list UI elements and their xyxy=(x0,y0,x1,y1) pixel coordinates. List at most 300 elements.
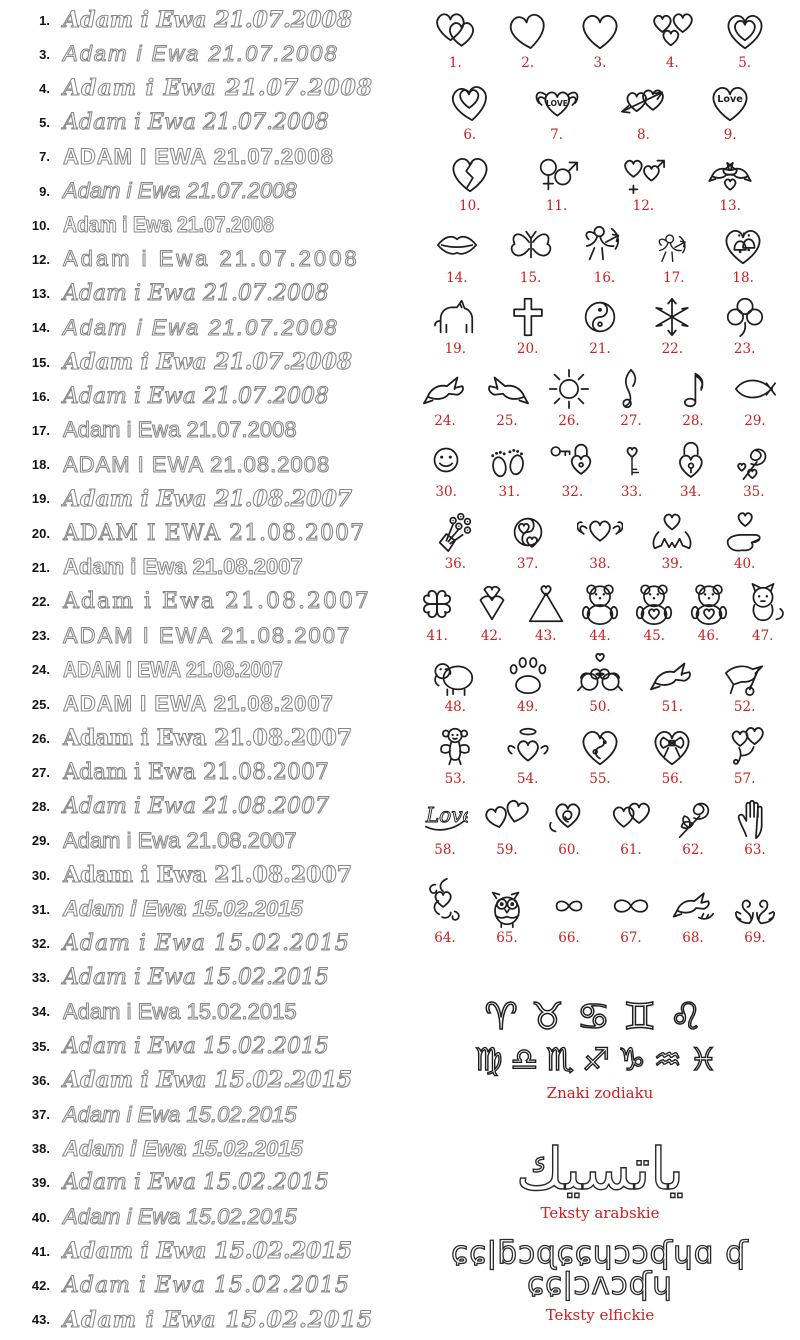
symbol-cell xyxy=(732,883,778,946)
font-sample-text: Adam i Ewa 21.07.2008 xyxy=(63,75,374,102)
symbol-cell xyxy=(484,795,530,858)
symbol-number: 29. xyxy=(744,412,766,429)
elvish-label: Teksty elfickie xyxy=(545,1306,655,1324)
symbol-cell xyxy=(722,652,768,715)
font-sample-row xyxy=(0,451,400,479)
symbol-cell xyxy=(577,724,623,787)
symbol-number: 5. xyxy=(738,55,752,71)
font-sample-number: 43. xyxy=(31,1312,50,1328)
symbol-number: 19. xyxy=(444,341,467,358)
symbol-cell xyxy=(432,509,478,572)
font-sample-number: 14. xyxy=(31,320,50,336)
zodiac-sign-icon: ♈ xyxy=(484,995,531,1038)
symbol-cell xyxy=(649,724,695,787)
teddy-bear-icon xyxy=(577,581,623,627)
linked-hearts-icon xyxy=(608,795,654,841)
gender-symbols-icon xyxy=(534,151,580,197)
symbol-number: 69. xyxy=(744,929,766,946)
symbol-number: 55. xyxy=(589,770,611,787)
symbol-number: 20. xyxy=(516,341,539,358)
symbol-cell xyxy=(577,8,623,71)
symbol-number: 6. xyxy=(463,126,477,143)
font-sample-number: 22. xyxy=(31,593,50,609)
symbol-number: 39. xyxy=(661,556,684,573)
font-sample-row xyxy=(0,40,400,68)
symbol-number: 13. xyxy=(719,198,741,215)
symbol-row xyxy=(406,867,794,946)
font-sample-row xyxy=(0,827,400,855)
horse-icon xyxy=(432,294,478,340)
font-sample-text: Adam i Ewa 21.08.2007 xyxy=(63,759,329,785)
font-sample-text: Adam i Ewa 15.02.2015 xyxy=(63,1238,353,1265)
symbol-number: 52. xyxy=(733,699,756,716)
symbol-cell xyxy=(434,223,480,286)
zodiac-label: Znaki zodiaku xyxy=(546,1084,654,1102)
font-sample-text: Adam i Ewa 21.07.2008 xyxy=(63,7,353,33)
swirl-heart-icon xyxy=(546,795,592,841)
font-sample-text: Adam i Ewa 21.07.2008 xyxy=(63,349,353,376)
symbol-number: 35. xyxy=(743,484,765,501)
symbol-cell xyxy=(655,232,692,286)
symbol-cell xyxy=(670,366,716,429)
symbol-cell xyxy=(686,581,732,644)
font-sample-number: 10. xyxy=(31,217,50,233)
symbol-number: 15. xyxy=(519,269,542,286)
font-sample-row xyxy=(0,211,400,239)
symbol-cell xyxy=(649,8,695,71)
rose-icon xyxy=(670,795,716,841)
font-sample-number: 12. xyxy=(31,251,50,267)
symbol-number: 48. xyxy=(444,699,467,716)
font-sample-row xyxy=(0,895,400,923)
symbol-cell xyxy=(577,509,623,572)
font-sample-row xyxy=(0,74,400,102)
stork-with-bundle-icon xyxy=(722,652,768,698)
font-sample-number: 21. xyxy=(31,559,50,575)
symbol-number: 26. xyxy=(558,412,580,429)
font-sample-number: 34. xyxy=(31,1004,50,1020)
zodiac-sign-icon: ♉ xyxy=(530,995,577,1038)
font-sample-number: 32. xyxy=(31,935,50,951)
symbol-cell xyxy=(508,223,554,286)
font-sample-number: 18. xyxy=(31,457,50,473)
heart-love-text-icon xyxy=(707,80,753,126)
heart-padlock-icon xyxy=(668,437,714,483)
symbol-number: 27. xyxy=(620,412,642,429)
font-sample-number: 1. xyxy=(39,12,50,28)
overlapping-hearts-icon xyxy=(432,8,478,54)
symbol-cell xyxy=(432,8,478,71)
font-sample-text: Adam i Ewa 15.02.2015 xyxy=(63,1135,303,1161)
symbol-number: 66. xyxy=(558,929,580,946)
symbol-cell xyxy=(722,8,768,71)
symbol-number: 21. xyxy=(589,341,611,358)
triangle-heart-icon xyxy=(523,581,569,627)
hearts-gender-icon xyxy=(620,151,666,197)
zodiac-sign-icon: ♏ xyxy=(546,1042,583,1078)
font-sample-row xyxy=(0,622,400,650)
font-sample-row xyxy=(0,1101,400,1129)
treble-clef-icon xyxy=(608,366,654,412)
font-sample-number: 17. xyxy=(31,422,50,438)
lips-icon xyxy=(434,223,480,269)
symbol-row xyxy=(406,366,794,429)
symbol-cell xyxy=(505,8,551,71)
symbol-number: 28. xyxy=(682,412,704,429)
font-sample-row xyxy=(0,1066,400,1094)
symbol-number: 68. xyxy=(682,929,704,946)
symbol-row xyxy=(406,724,794,787)
rose-hearts-icon xyxy=(731,437,777,483)
font-sample-number: 13. xyxy=(31,286,50,302)
infinity-hearts-icon xyxy=(608,883,654,929)
symbol-cell xyxy=(722,509,768,572)
font-sample-text: Adam i Ewa 15.02.2015 xyxy=(63,896,303,922)
symbol-row xyxy=(406,151,794,214)
font-sample-text: ADAM I EWA 21.08.2007 xyxy=(63,656,283,682)
font-sample-row xyxy=(0,280,400,308)
symbol-number: 53. xyxy=(444,770,467,787)
font-sample-row xyxy=(0,143,400,171)
zodiac-sign-icon: ♍ xyxy=(474,1042,511,1078)
symbol-number: 61. xyxy=(620,842,642,859)
symbol-cell xyxy=(649,652,695,715)
font-sample-text: Adam i Ewa 15.02.2015 xyxy=(63,1306,374,1333)
heart-vine-icon xyxy=(422,867,468,929)
zodiac-row-1 xyxy=(400,995,800,1038)
lovebirds-heart-icon xyxy=(577,652,623,698)
symbol-row xyxy=(406,294,794,357)
symbol-cell xyxy=(546,366,592,429)
zodiac-sign-icon: ♌ xyxy=(669,995,716,1038)
font-sample-number: 20. xyxy=(31,525,50,541)
symbol-number: 22. xyxy=(661,341,684,358)
zodiac-sign-icon: ♎ xyxy=(510,1042,547,1078)
font-sample-row xyxy=(0,1169,400,1197)
symbol-cell xyxy=(740,581,786,644)
symbol-number: 34. xyxy=(679,484,702,501)
dove-left-icon xyxy=(422,366,468,412)
symbol-row xyxy=(406,509,794,572)
symbol-number: 31. xyxy=(498,484,521,501)
elephant-icon xyxy=(432,652,478,698)
symbol-number: 23. xyxy=(733,341,756,358)
font-sample-number: 9. xyxy=(39,183,50,199)
yin-yang-hearts-icon xyxy=(505,509,551,555)
symbol-number: 4. xyxy=(665,55,679,71)
yin-yang-icon xyxy=(577,294,623,340)
symbol-row xyxy=(406,581,794,644)
symbol-cell xyxy=(707,151,753,214)
key-icon xyxy=(613,443,651,483)
font-sample-text: Adam i Ewa 21.08.2007 xyxy=(63,554,303,580)
symbol-grid xyxy=(400,0,800,946)
font-sample-row xyxy=(0,553,400,581)
font-sample-text: Adam i Ewa 15.02.2015 xyxy=(63,1033,329,1059)
heart-in-heart-icon xyxy=(447,80,493,126)
hand-with-heart-icon xyxy=(722,509,768,555)
symbol-number: 56. xyxy=(661,770,684,787)
symbol-number: 37. xyxy=(516,556,539,573)
symbol-cell xyxy=(534,151,580,214)
font-sample-number: 31. xyxy=(31,901,50,917)
font-sample-number: 4. xyxy=(39,80,50,96)
symbol-cell xyxy=(577,294,623,357)
dove-branch-icon xyxy=(670,883,716,929)
font-sample-row xyxy=(0,314,400,342)
font-sample-row xyxy=(0,245,400,273)
heart-balloons-icon xyxy=(722,724,768,770)
symbol-number: 41. xyxy=(426,627,448,644)
font-sample-text: Adam i Ewa 21.08.2007 xyxy=(63,862,353,889)
font-sample-row xyxy=(0,998,400,1026)
symbol-cell xyxy=(447,151,493,214)
font-sample-text: Adam i Ewa 21.07.2008 xyxy=(63,417,297,443)
zodiac-sign-icon: ♑ xyxy=(617,1042,654,1078)
symbol-cell xyxy=(631,581,677,644)
symbol-cell xyxy=(670,883,716,946)
font-sample-row xyxy=(0,382,400,410)
symbols-panel xyxy=(400,0,800,1340)
elvish-section xyxy=(400,1235,800,1324)
symbol-number: 45. xyxy=(643,627,665,644)
hand-icon xyxy=(732,795,778,841)
font-sample-row xyxy=(0,519,400,547)
heart-tilted-icon xyxy=(505,8,551,54)
symbol-row xyxy=(406,223,794,286)
font-sample-text: Adam i Ewa 15.02.2015 xyxy=(63,1067,353,1094)
angel-girl-icon xyxy=(432,724,478,770)
font-sample-text: Adam i Ewa 21.08.2007 xyxy=(63,725,353,752)
symbol-number: 58. xyxy=(434,842,456,859)
symbol-row xyxy=(406,437,794,500)
symbol-number: 49. xyxy=(516,699,539,716)
symbol-cell xyxy=(422,366,468,429)
arabic-sample-text: ياتسيك xyxy=(515,1135,685,1203)
font-sample-number: 7. xyxy=(39,149,50,165)
cupid-icon xyxy=(581,223,627,269)
symbol-cell xyxy=(549,437,595,500)
font-sample-text: Adam i Ewa 15.02.2015 xyxy=(63,965,329,991)
font-sample-text: Adam i Ewa 15.02.2015 xyxy=(63,1101,297,1127)
symbol-number: 64. xyxy=(434,929,456,946)
font-sample-text: Adam i Ewa 15.02.2015 xyxy=(63,1204,297,1230)
font-sample-number: 26. xyxy=(31,730,50,746)
dove-small-icon xyxy=(649,652,695,698)
symbol-cell xyxy=(731,437,777,500)
zodiac-section xyxy=(400,995,800,1102)
font-sample-number: 42. xyxy=(31,1278,50,1294)
font-sample-text: Adam i Ewa 21.07.2008 xyxy=(63,314,339,340)
font-sample-row xyxy=(0,793,400,821)
symbol-number: 14. xyxy=(446,269,468,286)
heart-padlock-key-icon xyxy=(549,437,595,483)
smiley-icon xyxy=(423,437,469,483)
font-sample-number: 27. xyxy=(31,764,50,780)
winged-heart-icon xyxy=(577,509,623,555)
font-sample-number: 41. xyxy=(31,1243,50,1259)
snowflake-icon xyxy=(649,294,695,340)
heart-icon xyxy=(577,8,623,54)
heart-chevrons-icon xyxy=(469,581,515,627)
symbol-number: 33. xyxy=(620,484,643,501)
symbol-cell xyxy=(432,652,478,715)
symbol-number: 47. xyxy=(752,627,774,644)
zodiac-sign-icon: ♐ xyxy=(582,1042,618,1078)
butterfly-icon xyxy=(508,223,554,269)
sun-icon xyxy=(546,366,592,412)
teddy-bear-heart-icon xyxy=(631,581,677,627)
symbol-cell xyxy=(486,437,532,500)
elvish-sample-text: ɕɕǀƃɔɋɕɕɥɔɔʠɥɑ ʠ ɕɕǀɔʌɔʠɥ xyxy=(451,1235,749,1302)
symbol-cell xyxy=(720,223,766,286)
symbol-number: 54. xyxy=(516,770,539,787)
symbol-number: 8. xyxy=(636,126,650,143)
teddy-bear-holding-heart-icon xyxy=(686,581,732,627)
font-sample-text: ADAM I EWA 21.08.2007 xyxy=(63,622,352,648)
symbol-cell xyxy=(505,652,551,715)
symbol-number: 65. xyxy=(496,929,518,946)
symbol-cell xyxy=(670,795,716,858)
font-sample-number: 29. xyxy=(31,833,50,849)
font-sample-number: 37. xyxy=(31,1107,50,1122)
font-sample-number: 35. xyxy=(31,1038,50,1054)
heart-wedding-bells-icon xyxy=(720,223,766,269)
paw-print-icon xyxy=(505,652,551,698)
symbol-number: 67. xyxy=(620,929,642,946)
font-sample-text: Adam i Ewa 21.07.2008 xyxy=(63,178,297,204)
symbol-cell xyxy=(523,581,569,644)
symbol-cell xyxy=(649,294,695,357)
hands-holding-heart-icon xyxy=(649,509,695,555)
font-sample-number: 15. xyxy=(31,354,50,370)
symbol-cell xyxy=(613,443,651,500)
font-sample-row xyxy=(0,964,400,992)
font-sample-row xyxy=(0,348,400,376)
font-sample-number: 3. xyxy=(39,46,50,62)
zodiac-sign-icon: ♊ xyxy=(623,995,670,1038)
symbol-number: 17. xyxy=(663,269,685,286)
symbol-cell xyxy=(432,294,478,357)
font-sample-row xyxy=(0,758,400,786)
symbol-row xyxy=(406,8,794,71)
symbol-cell xyxy=(722,294,768,357)
symbol-number: 63. xyxy=(744,842,766,859)
kitten-icon xyxy=(740,581,786,627)
font-sample-row xyxy=(0,1272,400,1300)
zodiac-sign-icon: ♓ xyxy=(689,1042,726,1078)
font-sample-text: Adam i Ewa 21.07.2008 xyxy=(63,110,329,136)
hearts-arrow-icon xyxy=(620,80,666,126)
symbol-number: 40. xyxy=(733,556,756,573)
font-sample-text: Adam i Ewa 21.08.2007 xyxy=(63,827,297,853)
symbol-cell xyxy=(469,581,515,644)
symbol-cell xyxy=(414,581,460,644)
symbol-cell xyxy=(732,795,778,858)
font-sample-row xyxy=(0,1032,400,1060)
font-sample-number: 5. xyxy=(39,115,50,131)
font-sample-text: Adam i Ewa 15.02.2015 xyxy=(63,998,297,1024)
font-sample-number: 40. xyxy=(31,1209,50,1225)
symbol-number: 46. xyxy=(697,627,720,644)
love-script-icon xyxy=(422,795,468,841)
symbol-cell xyxy=(505,294,551,357)
kissing-doves-heart-icon xyxy=(707,151,753,197)
font-sample-number: 25. xyxy=(31,696,50,712)
symbol-cell xyxy=(447,80,493,143)
symbol-cell xyxy=(546,795,592,858)
symbol-number: 43. xyxy=(535,627,557,644)
font-sample-row xyxy=(0,724,400,752)
symbol-cell xyxy=(620,80,666,143)
font-sample-row xyxy=(0,861,400,889)
symbol-row xyxy=(406,795,794,858)
flower-bouquet-icon xyxy=(432,509,478,555)
symbol-number: 25. xyxy=(496,412,518,429)
font-sample-number: 30. xyxy=(31,867,50,883)
owl-icon xyxy=(484,883,530,929)
symbol-cell xyxy=(707,80,753,143)
symbol-cell xyxy=(608,366,654,429)
symbol-cell xyxy=(608,883,654,946)
font-sample-row xyxy=(0,1306,400,1334)
infinity-icon xyxy=(546,883,592,929)
symbol-number: 1. xyxy=(448,55,462,71)
font-sample-text: ADAM I EWA 21.08.2007 xyxy=(63,691,334,717)
font-sample-text: ADAM I EWA 21.08.2008 xyxy=(63,451,331,477)
font-sample-text: Adam i Ewa 21.07.2008 xyxy=(63,281,329,307)
double-outline-heart-icon xyxy=(722,8,768,54)
font-sample-row xyxy=(0,485,400,513)
symbol-cell xyxy=(581,223,627,286)
font-sample-text: Adam i Ewa 15.02.2015 xyxy=(63,1273,350,1299)
symbol-row xyxy=(406,80,794,143)
font-sample-number: 39. xyxy=(31,1175,50,1191)
font-sample-row xyxy=(0,656,400,684)
three-hearts-icon xyxy=(649,8,695,54)
symbol-number: 51. xyxy=(661,699,684,716)
symbol-cell xyxy=(423,437,469,500)
font-sample-row xyxy=(0,109,400,137)
symbol-cell xyxy=(432,724,478,787)
symbol-cell xyxy=(505,724,551,787)
font-sample-text: Adam i Ewa 21.07.2008 xyxy=(63,41,339,67)
font-sample-number: 24. xyxy=(31,662,50,678)
zodiac-sign-icon: ♋ xyxy=(576,995,624,1038)
dove-right-icon xyxy=(484,366,530,412)
symbol-number: 38. xyxy=(589,556,611,573)
symbol-number: 10. xyxy=(459,198,481,215)
symbol-number: 18. xyxy=(732,269,754,286)
symbol-cell xyxy=(577,581,623,644)
font-sample-number: 16. xyxy=(31,388,50,404)
cross-icon xyxy=(505,294,551,340)
font-sample-row xyxy=(0,929,400,957)
butterfly-hearts-icon xyxy=(484,795,530,841)
symbol-number: 60. xyxy=(558,842,580,859)
symbol-number: 42. xyxy=(480,627,503,644)
font-sample-text: Adam i Ewa 21.08.2007 xyxy=(63,588,371,614)
symbol-cell xyxy=(608,795,654,858)
symbol-number: 57. xyxy=(733,770,756,787)
symbol-cell xyxy=(484,883,530,946)
font-sample-row xyxy=(0,587,400,615)
broken-heart-icon xyxy=(447,151,493,197)
font-sample-text: ADAM I EWA 21.08.2007 xyxy=(63,520,366,546)
symbol-cell xyxy=(620,151,666,214)
zodiac-sign-icon: ♒ xyxy=(653,1042,690,1078)
symbol-cell xyxy=(546,883,592,946)
